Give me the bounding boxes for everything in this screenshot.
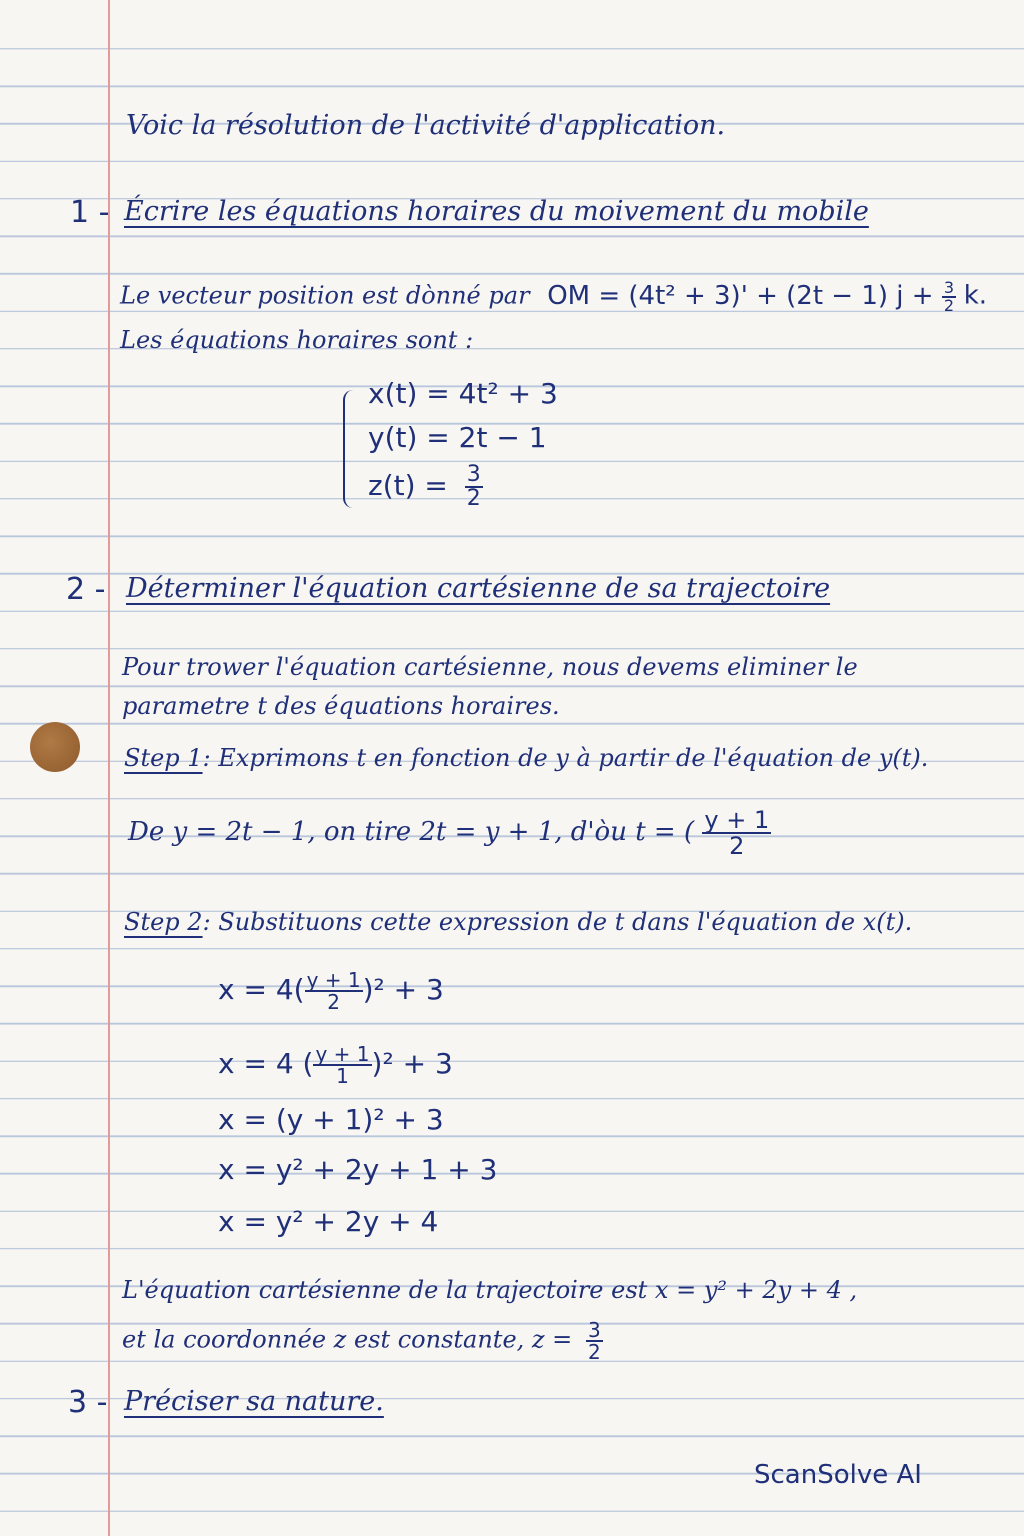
equation-y: y(t) = 2t − 1 (368, 421, 547, 454)
step-1-text: : Exprimons t en fonction de y à partir de l'équation de y(t). (202, 744, 929, 772)
system-brace (343, 390, 359, 508)
equation-x: x(t) = 4t² + 3 (368, 377, 558, 410)
step-1-denominator: 2 (729, 832, 745, 860)
section-2-title: Déterminer l'équation cartésienne de sa trajectoire (126, 573, 831, 604)
section-2-intro-line-2: parametre t des équations horaires. (122, 692, 560, 720)
k-fraction-denominator: 2 (943, 296, 955, 315)
calc-line-1-fraction (305, 970, 363, 1012)
step-2-line (124, 910, 912, 934)
step-2-label: Step 2 (124, 908, 203, 936)
step-1-numerator: y + 1 (704, 806, 770, 834)
section-3-title: Préciser sa nature. (124, 1386, 384, 1417)
calc-line-1-left: x = 4( (218, 973, 305, 1006)
calc-line-2-fraction (313, 1044, 371, 1086)
margin-line (108, 0, 110, 1536)
section-3-number: 3 - (68, 1385, 108, 1420)
step-1-label: Step 1 (124, 744, 203, 772)
section-1-title: Écrire les équations horaires du moivement du mobile (124, 196, 869, 227)
step-1-fraction (702, 808, 771, 858)
calc-line-2-left: x = 4 ( (218, 1047, 314, 1080)
k-term: k. (963, 280, 988, 311)
step-2-text: : Substituons cette expression de t dans l'équation de x(t). (202, 908, 913, 936)
section-1-number: 1 - (70, 195, 110, 230)
calc-line-2-numerator: y + 1 (315, 1042, 370, 1066)
calc-line-3: x = (y + 1)² + 3 (218, 1103, 444, 1136)
section-2-intro-line-1: Pour trower l'équation cartésienne, nous devems eliminer le (122, 653, 858, 681)
conclusion-line-1: L'équation cartésienne de la trajectoire est x = y² + 2y + 4 , (122, 1276, 858, 1304)
position-intro (120, 280, 987, 314)
equation-z-numerator: 3 (466, 462, 481, 487)
calc-line-1-denominator: 2 (327, 990, 340, 1014)
calc-line-2 (218, 1044, 453, 1086)
position-expression: OM = (4t² + 3)' + (2t − 1) j + (547, 280, 942, 311)
calc-line-4: x = y² + 2y + 1 + 3 (218, 1153, 498, 1186)
conclusion-line-2-text: et la coordonnée z est constante, z = (122, 1325, 573, 1354)
section-2-number: 2 - (66, 572, 106, 607)
binder-hole (30, 722, 80, 772)
conclusion-fraction (586, 1320, 603, 1362)
equation-z (368, 464, 483, 510)
step-1-calc-text: De y = 2t − 1, on tire 2t = y + 1, d'òu t = ( (128, 817, 695, 847)
equation-z-fraction (465, 464, 483, 510)
position-intro-text: Le vecteur position est dònné par (120, 281, 530, 310)
calc-line-2-denominator: 1 (336, 1064, 349, 1088)
calc-line-1-right: )² + 3 (362, 973, 444, 1006)
calc-line-5: x = y² + 2y + 4 (218, 1205, 439, 1238)
header-line: Voic la résolution de l'activité d'application. (126, 110, 726, 141)
conclusion-numerator: 3 (587, 1318, 601, 1342)
calc-line-1-numerator: y + 1 (306, 968, 361, 992)
calc-line-2-right: )² + 3 (371, 1047, 453, 1080)
conclusion-line-2 (122, 1320, 603, 1362)
k-fraction (942, 280, 956, 314)
equation-z-denominator: 2 (466, 486, 481, 511)
step-1-line (124, 746, 928, 770)
k-fraction-numerator: 3 (943, 278, 955, 297)
equation-z-left: z(t) = (368, 469, 448, 502)
step-1-calculation (128, 808, 771, 858)
calc-line-1 (218, 970, 444, 1012)
conclusion-denominator: 2 (587, 1340, 601, 1364)
equations-intro: Les équations horaires sont : (120, 326, 474, 354)
signature: ScanSolve AI (754, 1460, 922, 1490)
